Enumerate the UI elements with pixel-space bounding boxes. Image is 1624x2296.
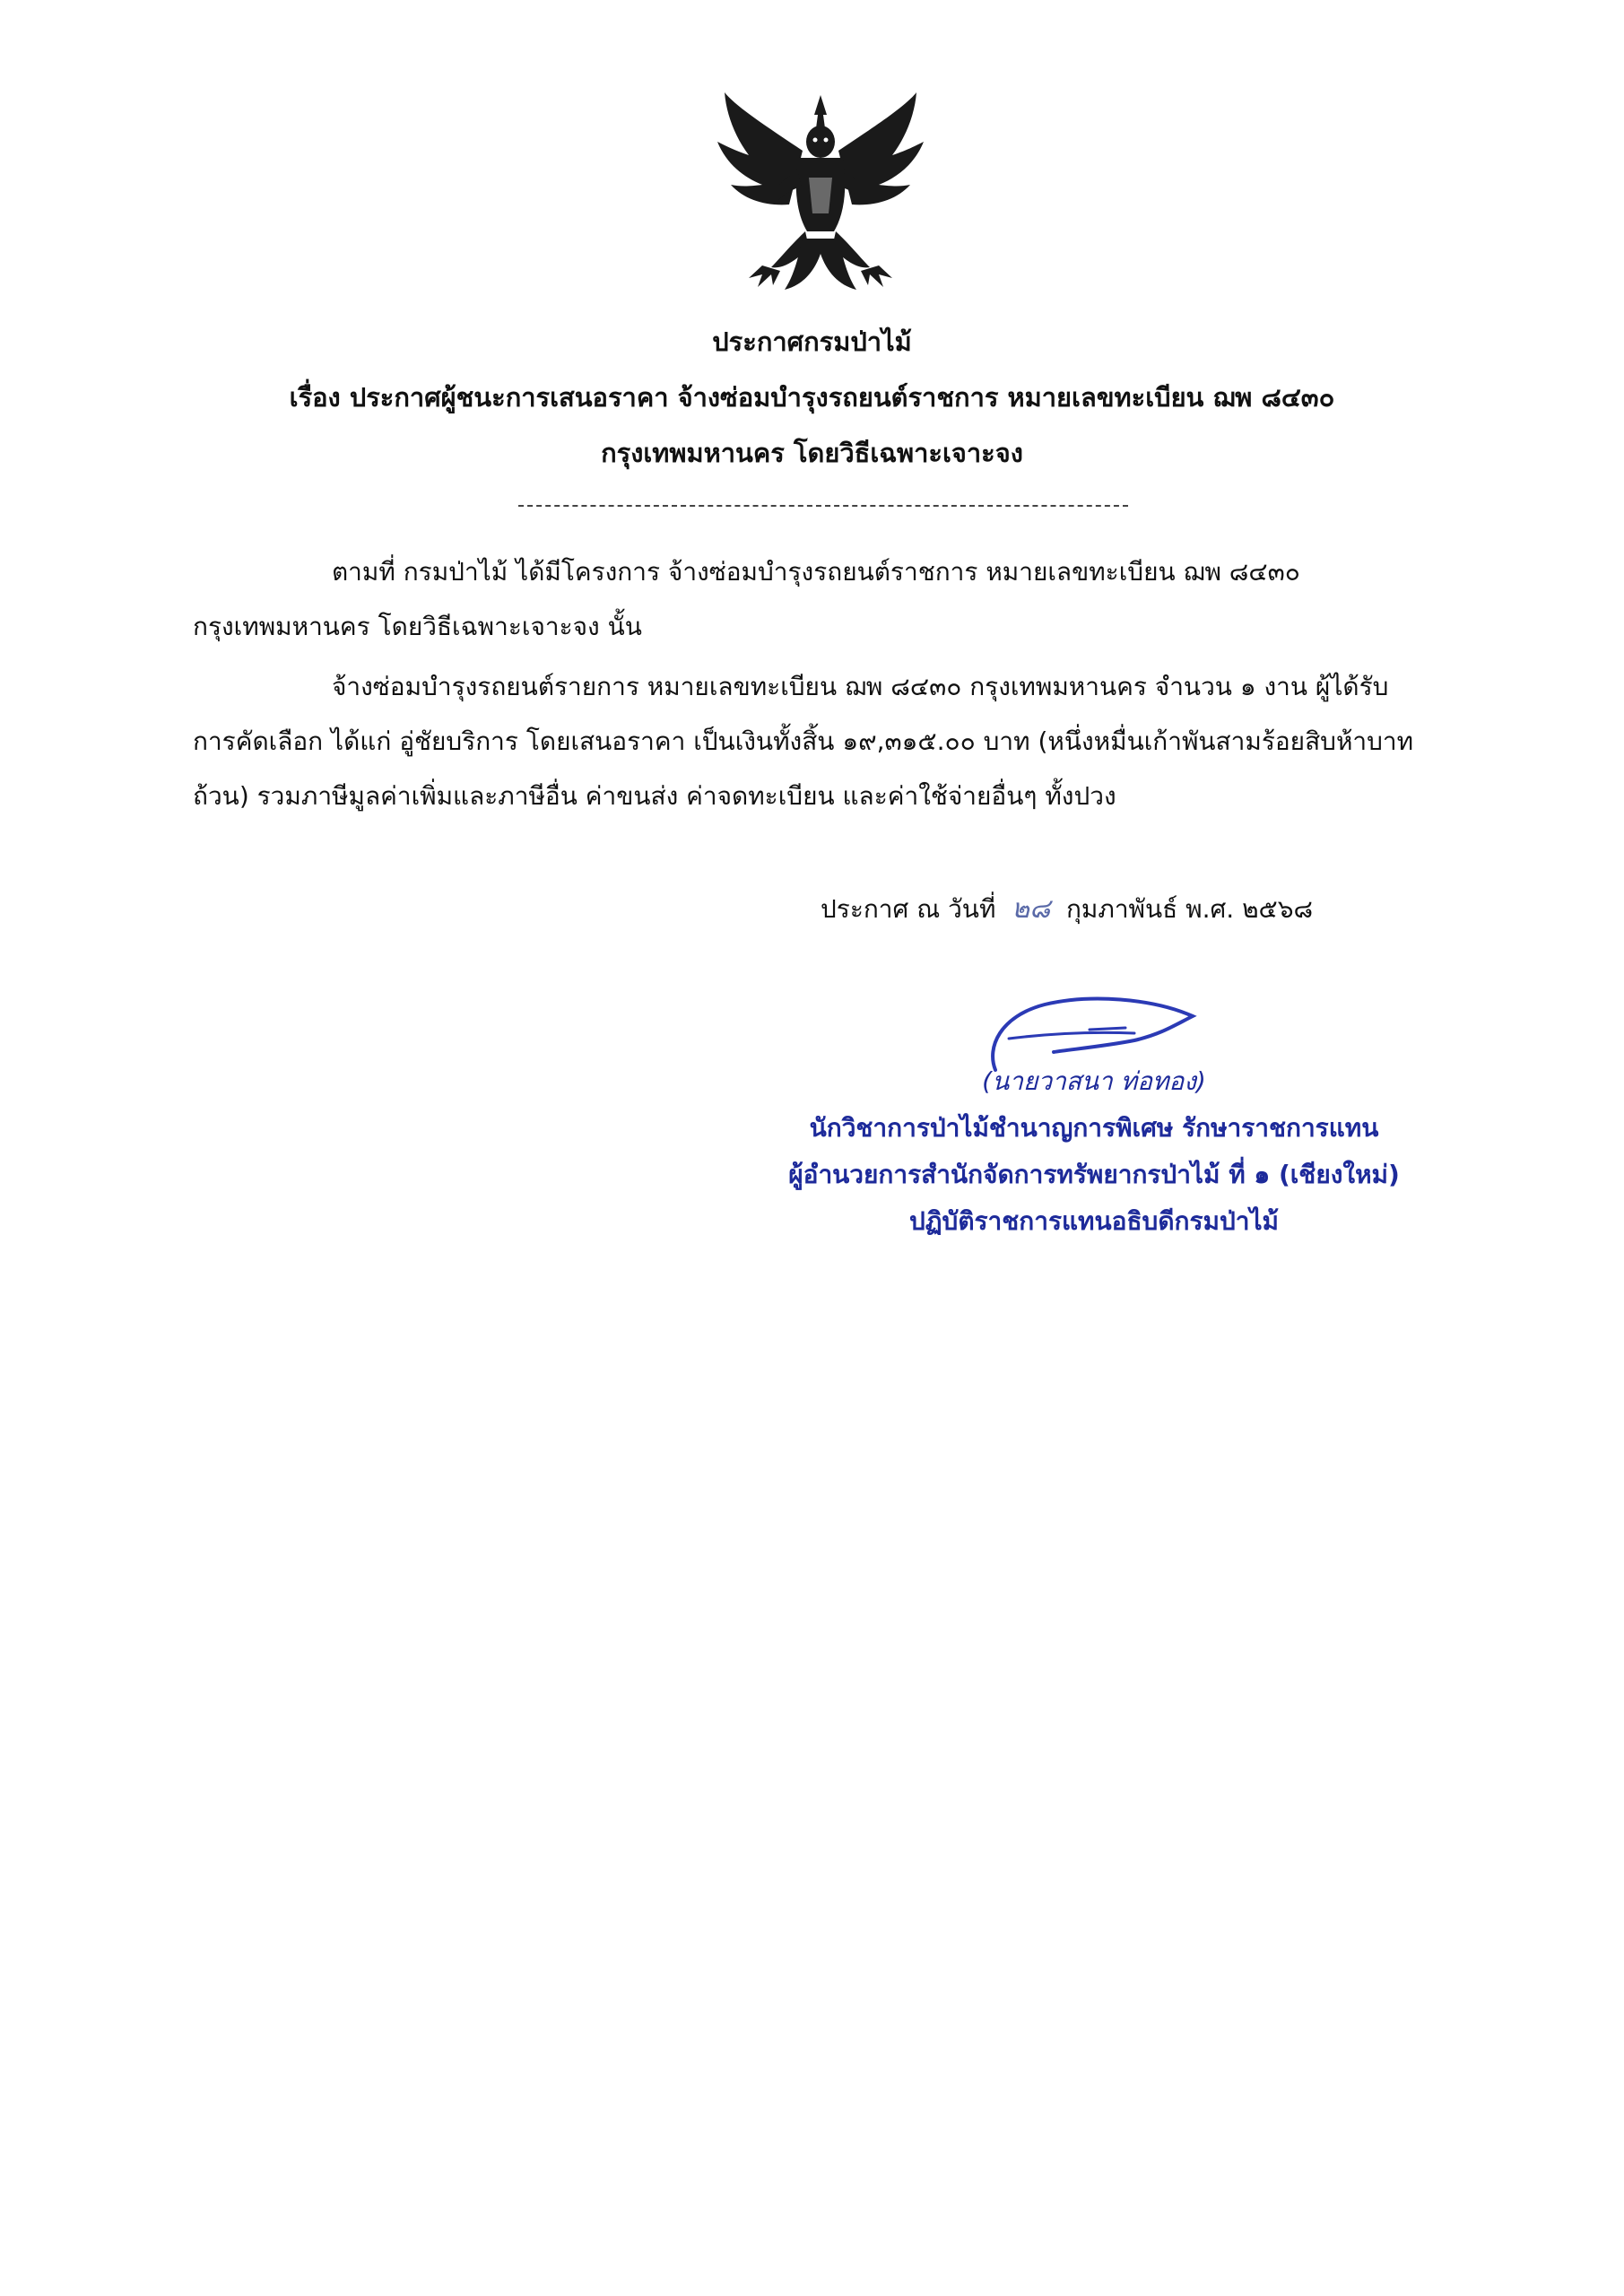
subject-line-1: เรื่อง ประกาศผู้ชนะการเสนอราคา จ้างซ่อมบำรุงรถยนต์ราชการ หมายเลขทะเบียน ฌพ ๘๔๓๐ [289, 382, 1335, 413]
paragraph-1-line-1: ตามที่ กรมป่าไม้ ได้มีโครงการ จ้างซ่อมบำรุงรถยนต์ราชการ หมายเลขทะเบียน ฌพ ๘๔๓๐ [332, 557, 1300, 587]
subject-line-2: กรุงเทพมหานคร โดยวิธีเฉพาะเจาะจง [601, 438, 1023, 468]
title-divider [518, 505, 1128, 507]
document-title: ประกาศกรมป่าไม้ [712, 326, 912, 357]
announcement-date [821, 888, 1313, 930]
paragraph-2-line-1: จ้างซ่อมบำรุงรถยนต์รายการ หมายเลขทะเบียน ฌพ ๘๔๓๐ กรุงเทพมหานคร จำนวน ๑ งาน ผู้ได้รับ [332, 672, 1389, 701]
paragraph-2-line-2: การคัดเลือก ได้แก่ อู่ชัยบริการ โดยเสนอราคา เป็นเงินทั้งสิ้น ๑๙,๓๑๕.๐๐ บาท (หนึ่งหมื่นเก้าพันสามร้อยสิบห้าบาท [193, 726, 1414, 756]
signatory-position-2: ผู้อำนวยการสำนักจัดการทรัพยากรป่าไม้ ที่ ๑ (เชียงใหม่) [788, 1160, 1400, 1189]
date-prefix: ประกาศ ณ วันที่ [821, 894, 996, 924]
signatory-position-3: ปฏิบัติราชการแทนอธิบดีกรมป่าไม้ [908, 1206, 1279, 1236]
signatory-position-1: นักวิชาการป่าไม้ชำนาญการพิเศษ รักษาราชการแทน [809, 1113, 1379, 1143]
paragraph-2-line-3: ถ้วน) รวมภาษีมูลค่าเพิ่มและภาษีอื่น ค่าขนส่ง ค่าจดทะเบียน และค่าใช้จ่ายอื่นๆ ทั้งปวง [193, 781, 1116, 811]
garuda-emblem-icon [708, 88, 933, 308]
date-month-year: กุมภาพันธ์ พ.ศ. ๒๕๖๘ [1065, 894, 1314, 924]
signature-block [771, 1058, 1417, 1245]
signatory-name: (นายวาสนา ท่อทอง) [982, 1066, 1206, 1096]
handwritten-day: ๒๘ [1012, 893, 1051, 925]
paragraph-1-line-2: กรุงเทพมหานคร โดยวิธีเฉพาะเจาะจง นั้น [193, 612, 642, 641]
